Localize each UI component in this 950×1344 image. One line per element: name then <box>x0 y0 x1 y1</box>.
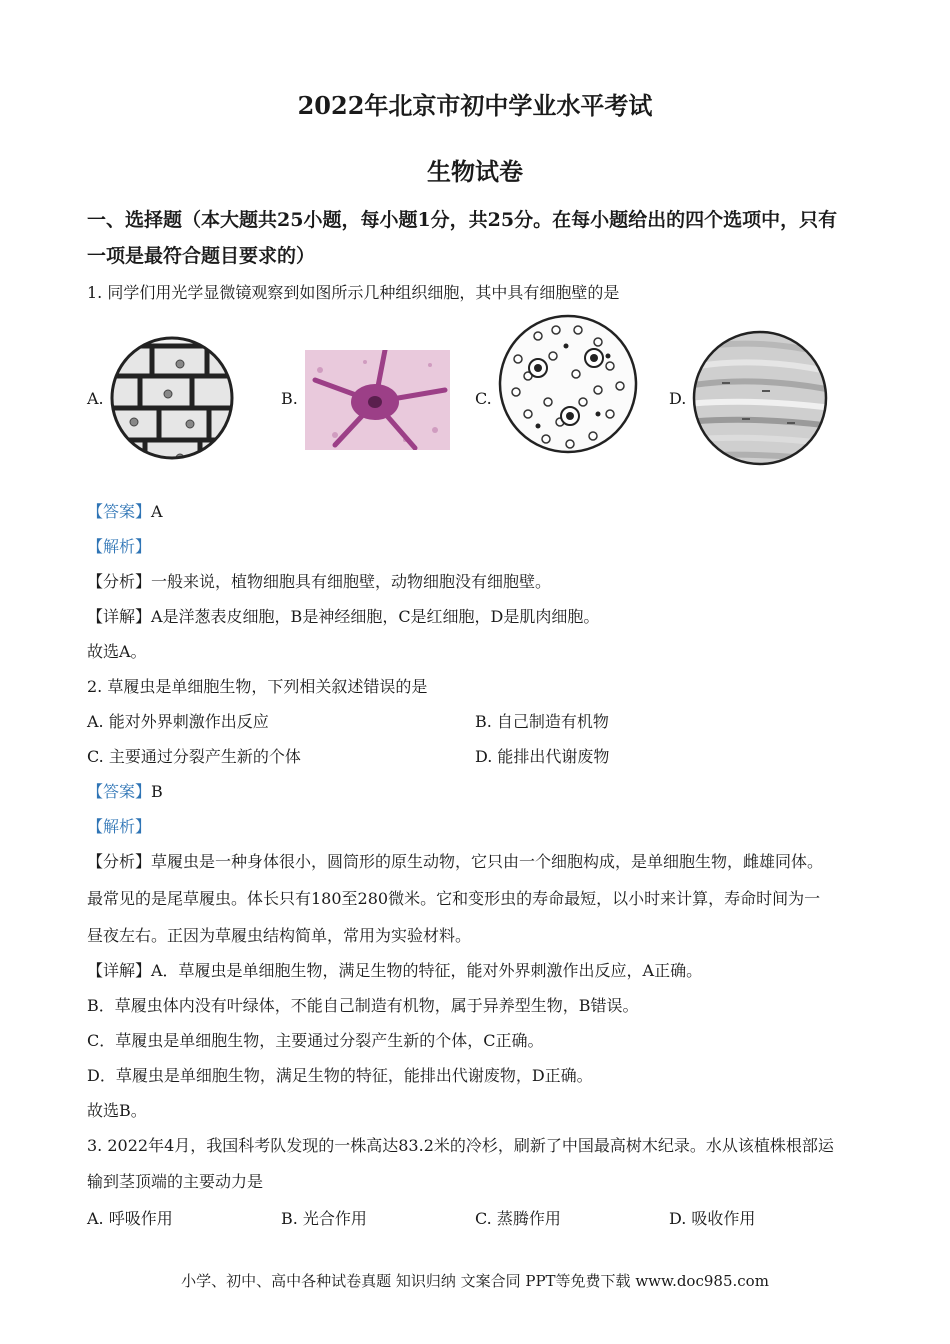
q3-stem-line1: 3. 2022年4月，我国科考队发现的一株高达83.2米的冷杉，刷新了中国最高树木纪录。水从该植株根部运 <box>87 1136 834 1155</box>
q1-option-d-label: D. <box>669 389 687 408</box>
section-heading-line1: 一、选择题（本大题共25小题，每小题1分，共25分。在每小题给出的四个选项中，只有 <box>87 209 838 231</box>
q1-fenxi: 【分析】一般来说，植物细胞具有细胞壁，动物细胞没有细胞壁。 <box>87 572 552 591</box>
q2-xiangjie-line4: D．草履虫是单细胞生物，满足生物的特征，能排出代谢废物，D正确。 <box>87 1066 593 1085</box>
q2-option-c: C. 主要通过分裂产生新的个体 <box>87 747 301 766</box>
q2-answer <box>87 779 163 802</box>
q2-option-d: D. 能排出代谢废物 <box>475 747 610 766</box>
answer-tag: 【答案】 <box>87 502 152 521</box>
q2-conclusion: 故选B。 <box>87 1101 147 1120</box>
q2-answer-value: B <box>151 782 163 801</box>
q1-option-c-label: C. <box>475 389 492 408</box>
muscle-cells-image <box>692 330 828 466</box>
onion-cells-image <box>110 336 234 460</box>
q1-conclusion: 故选A。 <box>87 642 147 661</box>
q2-option-a: A. 能对外界刺激作出反应 <box>87 712 269 731</box>
exam-title: 2022年北京市初中学业水平考试 <box>297 91 653 120</box>
q2-xiangjie-line1: 【详解】A．草履虫是单细胞生物，满足生物的特征，能对外界刺激作出反应，A正确。 <box>87 961 703 980</box>
page-footer: 小学、初中、高中各种试卷真题 知识归纳 文案合同 PPT等免费下载 www.doc985.com <box>181 1272 769 1290</box>
q2-option-b: B. 自己制造有机物 <box>475 712 609 731</box>
q1-xiangjie: 【详解】A是洋葱表皮细胞，B是神经细胞，C是红细胞，D是肌肉细胞。 <box>87 607 600 626</box>
q2-analysis-tag: 【解析】 <box>87 817 152 836</box>
q1-option-b-label: B. <box>281 389 298 408</box>
nerve-cell-image <box>305 350 450 450</box>
q2-fenxi-line2: 最常见的是尾草履虫。体长只有180至280微米。它和变形虫的寿命最短，以小时来计算，寿命时间为一 <box>87 889 821 908</box>
q2-xiangjie-line3: C．草履虫是单细胞生物，主要通过分裂产生新的个体，C正确。 <box>87 1031 544 1050</box>
q2-stem: 2. 草履虫是单细胞生物，下列相关叙述错误的是 <box>87 677 428 696</box>
q3-option-c: C. 蒸腾作用 <box>475 1209 561 1228</box>
q2-fenxi-line3: 昼夜左右。正因为草履虫结构简单，常用为实验材料。 <box>87 926 472 945</box>
q1-stem: 1. 同学们用光学显微镜观察到如图所示几种组织细胞，其中具有细胞壁的是 <box>87 283 620 302</box>
q3-option-b: B. 光合作用 <box>281 1209 367 1228</box>
section-heading-line2: 一项是最符合题目要求的） <box>87 245 316 267</box>
q3-stem-line2: 输到茎顶端的主要动力是 <box>87 1172 264 1191</box>
q2-xiangjie-line2: B．草履虫体内没有叶绿体，不能自己制造有机物，属于异养型生物，B错误。 <box>87 996 639 1015</box>
answer-tag: 【答案】 <box>87 782 152 801</box>
q3-option-d: D. 吸收作用 <box>669 1209 756 1228</box>
q1-answer-value: A <box>151 502 163 521</box>
q1-answer <box>87 499 163 522</box>
q1-analysis-tag: 【解析】 <box>87 537 152 556</box>
exam-subtitle: 生物试卷 <box>427 157 523 186</box>
q3-option-a: A. 呼吸作用 <box>87 1209 173 1228</box>
q1-option-a-label: A. <box>87 389 104 408</box>
red-blood-cells-image <box>498 314 638 454</box>
q2-fenxi-line1: 【分析】草履虫是一种身体很小，圆筒形的原生动物，它只由一个细胞构成，是单细胞生物，雌雄同体。 <box>87 852 824 871</box>
